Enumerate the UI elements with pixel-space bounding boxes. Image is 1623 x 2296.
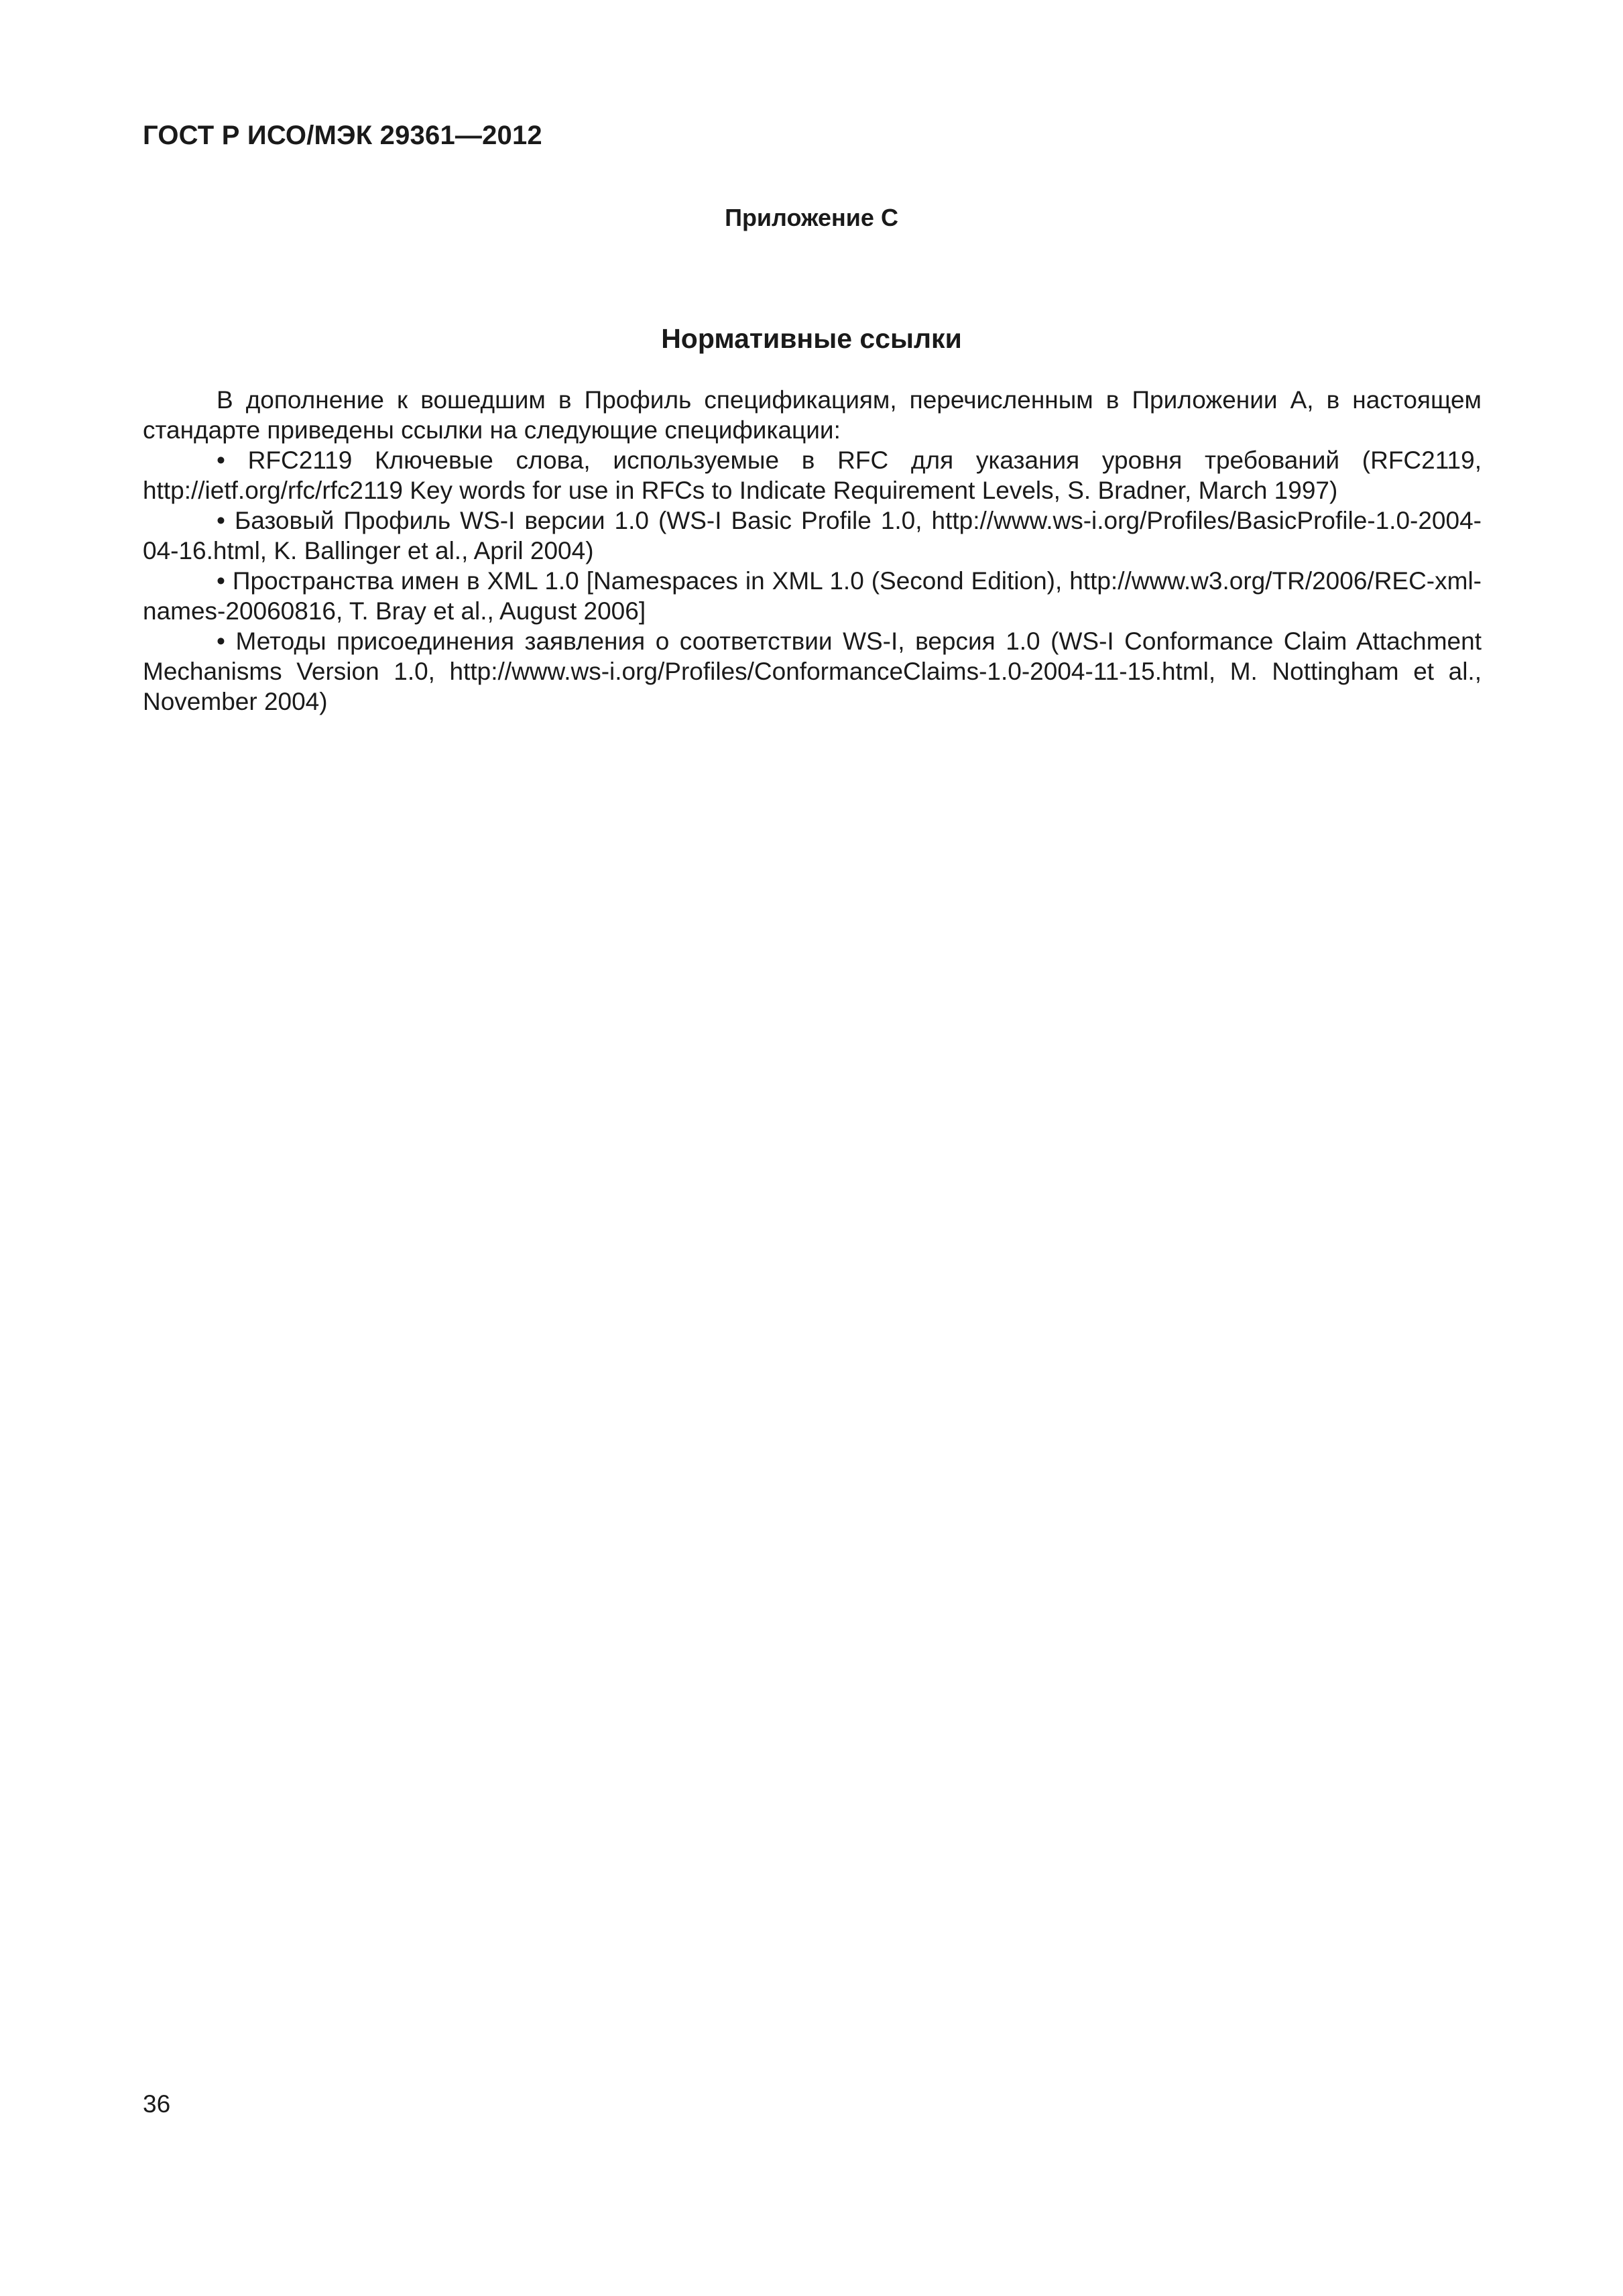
section-title: Нормативные ссылки	[661, 323, 962, 354]
reference-item-xml-namespaces: • Пространства имен в XML 1.0 [Namespaces in XML 1.0 (Second Edition), http://www.w3.org/TR/2006/REC-xml-names-20060816, T. Bray et al., August 2006]	[143, 567, 1482, 625]
page-number: 36	[143, 2090, 171, 2118]
standard-id-header: ГОСТ Р ИСО/МЭК 29361—2012	[143, 121, 542, 150]
annex-label: Приложение С	[725, 204, 898, 231]
reference-item-conformance-claims: • Методы присоединения заявления о соответствии WS-I, версия 1.0 (WS-I Conformance Claim Attachment Mechanisms Version 1.0, http://www.ws-i.org/Profiles/ConformanceClaims-1.0-2004-11-15.html, M. Nottingham et al., November 2004)	[143, 627, 1482, 715]
body-text	[143, 385, 1482, 717]
reference-item-rfc2119: • RFC2119 Ключевые слова, используемые в RFC для указания уровня требований (RFC2119, http://ietf.org/rfc/rfc2119 Key words for use in RFCs to Indicate Requirement Levels, S. Bradner, March 1997)	[143, 446, 1482, 504]
intro-paragraph: В дополнение к вошедшим в Профиль спецификациям, перечисленным в Приложении А, в настоящем стандарте приведены ссылки на следующие спецификации:	[143, 386, 1482, 444]
reference-item-basic-profile: • Базовый Профиль WS-I версии 1.0 (WS-I Basic Profile 1.0, http://www.ws-i.org/Profiles/BasicProfile-1.0-2004-04-16.html, K. Ballinger et al., April 2004)	[143, 507, 1482, 564]
